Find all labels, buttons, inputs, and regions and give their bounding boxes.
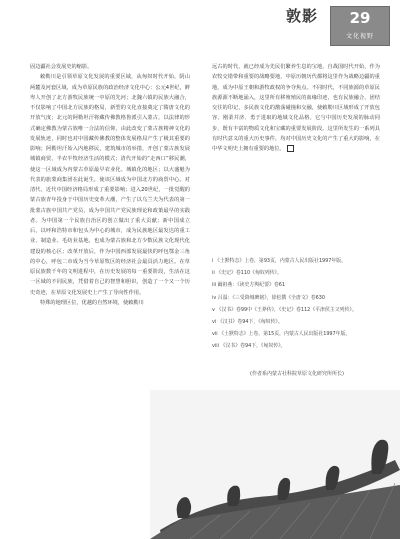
footnote: i 《土默特志》上卷，第93页，内蒙古人民出版社1997年版。 — [212, 258, 347, 264]
left-paragraph-2: 敕勒川是引领草原文化发展的重要区域，从匈奴时代开始，阴山两麓及河套区域，成为草原民族的政治经济文化中心：公元4世纪，鲜卑人开创了北方游牧民族统一中原的先河；北魏六镇的民族大融合，不仅影响了中国北方民族的格局，新型的文化直接奠定了隋唐文化的开放气度；北元的阿勒坦汗将藏传佛教格鲁派引入蒙古，以法律的形式确定佛教为蒙古族唯一合法的信仰，由此改变了蒙古族精神文化的发展轨迹，同时也对中国藏传佛教的整体发展格局产生了极其重要的影响；阿勒坦汗始入内地移民，建筑城市的举措，开创了蒙古族发展城镇商贸、半农半牧经济生活的模式；清代开始的“走西口”移民潮，使这一区域成为内蒙古草原最早农业化、城镇化的地区；以大盛魁为代表的旅蒙商集团在此诞生，使该区域成为中国北方的商贸中心。对清代、近代中国经济格局形成了重要影响；进入20世纪，一批觉醒的蒙古族青年投身于中国历史变革大潮，产生了以乌兰夫为代表的第一批蒙古族中国共产党员，成为中国共产党民族理论和政策最早的实践者。为中国第一个民族自治区的创立做出了重大贡献；新中国成立后，以呼和浩特市和包头为中心的城市，成为民族地区最发达的重工业、制造业、毛纺业基地，也成为蒙古族和北方少数民族文化现代化建设的核心区；改革开放后，作为中国西部发展最快的呼包鄂金三角的中心，呼包二市成为当今草原牧区的经济社会最具活力地区。在草原民族数千年的文明进程中，在历史发展的每一重要阶段，生活在这一区域的不同民族，凭借着自己的智慧和胆识，创造了一个又一个历史奇迹，在草原文化发展史上产生了导向性作用。 — [30, 74, 190, 296]
footnote: ii 《史记》卷110《匈奴列传》。 — [212, 270, 282, 277]
author-note: (作者系内蒙古社科院草原文化研究所所长) — [250, 371, 344, 377]
footnote: iii 阚祖燕：《读史方舆纪要》卷61 — [212, 282, 285, 289]
page-number-box — [330, 6, 390, 46]
masthead-logo: 敦影 — [286, 7, 319, 25]
right-paragraph — [212, 62, 380, 154]
left-paragraph-3: 特殊的地理区位，优越的自然环境，使敕勒川 — [40, 299, 144, 306]
right-column — [212, 62, 380, 154]
footnote: vi 《汉书》卷94下，《匈奴传》。 — [212, 319, 283, 326]
left-column — [30, 62, 190, 308]
footnote: iv 吕温：《三受降城碑铭》，徐松撰《全唐文》卷630 — [212, 294, 325, 301]
left-paragraph-1: 固边疆社会发展史的缩影。 — [30, 64, 93, 70]
page-number: 29 — [349, 9, 371, 27]
footnote: vii 《土默特志》上卷，第15页，内蒙古人民出版社1997年版。 — [212, 331, 351, 338]
footnotes — [212, 255, 380, 353]
footnote: v 《汉书》卷99中《王莽传》，《史记》卷112《平津侯主父列传》。 — [212, 306, 357, 313]
section-label: 文化视野 — [345, 33, 374, 40]
right-paragraph-text: 远古的时代，就已经成为先民们繁养生息的宝地，自战国时代开始，作为农牧交错带和重要的战略要地，中原历朝历代都将这里作为战略边疆的重地，成为中原王朝和游牧政权的争夺焦点。不同时代，不同族源的草原民族源源不断地涌入，这里所有移殖殖民的血缘印迹，也有民族融合、团结交往的印记，多民族文化的激荡碰撞和交融，使敕勒川区域形成了开放包容、刚柔并济、勇于进取的地域文化品格。它与中国历史发展的脉动同步，既有丰富的物质文化和宝藏的重要发展阶段。这里所发生的一系列具有时代意义的重大历史事件，均对中国历史文化的产生了重大的影响，在中华文明史上拥有重要的地位。 — [212, 64, 380, 152]
footnote: viii 《汉书》卷94下，《匈奴传》。 — [212, 343, 286, 350]
temple-roof-image — [150, 390, 400, 539]
end-mark-icon — [287, 145, 294, 152]
